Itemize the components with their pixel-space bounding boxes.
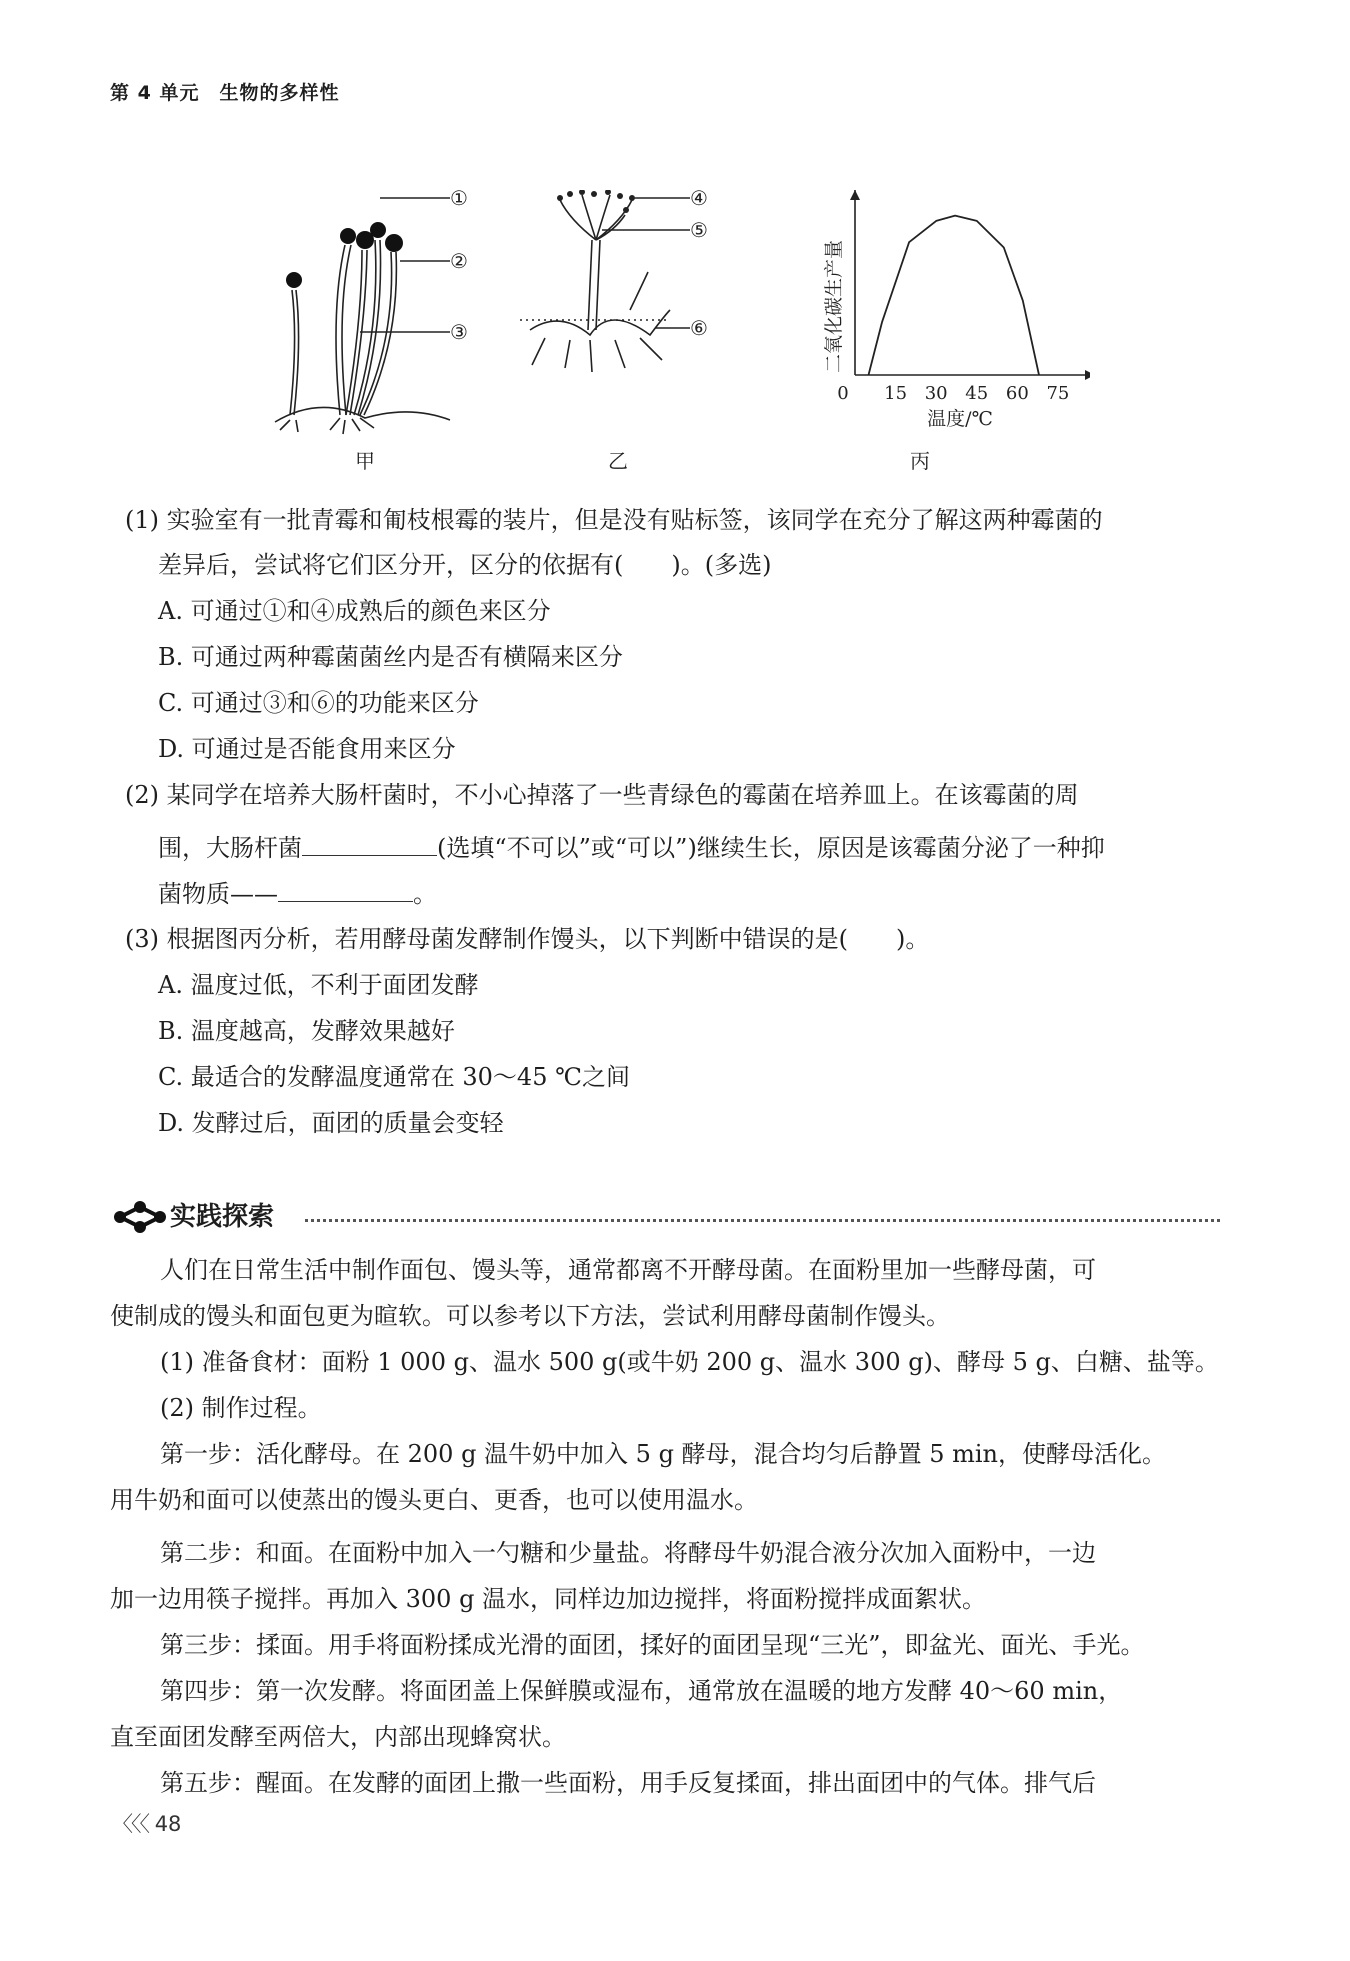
section-dotted-rule — [305, 1219, 1220, 1222]
step5-line1: 第五步：醒面。在发酵的面团上撒一些面粉，用手反复揉面，排出面团中的气体。排气后 — [160, 1769, 1096, 1797]
step1-line1: 第一步：活化酵母。在 200 g 温牛奶中加入 5 g 酵母，混合均匀后静置 5 min，使酵母活化。 — [160, 1440, 1166, 1468]
q3-option-c: C. 最适合的发酵温度通常在 30～45 ℃之间 — [158, 1063, 630, 1091]
y-axis-arrow — [850, 190, 860, 200]
x-tick-label: 0 — [837, 383, 849, 404]
marker-6: ⑥ — [690, 316, 708, 340]
step2-line2: 加一边用筷子搅拌。再加入 300 g 温水，同样边加边搅拌，将面粉搅拌成面絮状。 — [110, 1585, 987, 1613]
q1-option-c: C. 可通过③和⑥的功能来区分 — [158, 689, 479, 717]
q1-line1: (1) 实验室有一批青霉和匍枝根霉的装片，但是没有贴标签，该同学在充分了解这两种霉菌的 — [125, 506, 1103, 534]
marker-1: ① — [450, 190, 468, 210]
x-tick-label: 75 — [1046, 383, 1070, 404]
section-icon — [110, 1197, 170, 1237]
section-p1-line2: 使制成的馒头和面包更为暄软。可以参考以下方法，尝试利用酵母菌制作馒头。 — [110, 1302, 950, 1330]
penicillium-markers — [690, 190, 708, 340]
q1-option-b: B. 可通过两种霉菌菌丝内是否有横隔来区分 — [158, 643, 623, 671]
q2-blank-2[interactable] — [278, 873, 413, 902]
x-tick-label: 15 — [884, 383, 908, 404]
marker-3: ③ — [450, 320, 468, 344]
rhizopus-drawing — [275, 240, 450, 434]
step3-line: 第三步：揉面。用手将面粉揉成光滑的面团，揉好的面团呈现“三光”，即盆光、面光、手光。 — [160, 1631, 1145, 1659]
step4-line2: 直至面团发酵至两倍大，内部出现蜂窝状。 — [110, 1723, 566, 1751]
figure-panel — [270, 190, 1090, 480]
q1-option-a: A. 可通过①和④成熟后的颜色来区分 — [158, 597, 551, 625]
q2-line2 — [158, 827, 1105, 868]
penicillium-leaders — [602, 198, 690, 328]
x-axis-arrow — [1085, 370, 1090, 380]
q2-line3 — [158, 873, 437, 914]
penicillium-spores — [557, 190, 635, 213]
section-process-heading: (2) 制作过程。 — [160, 1394, 322, 1422]
caption-bing: 丙 — [910, 449, 930, 473]
section-title: 实践探索 — [170, 1202, 275, 1232]
q3-option-d: D. 发酵过后，面团的质量会变轻 — [158, 1109, 504, 1137]
page-number: 48 — [154, 1812, 182, 1836]
q1-option-d: D. 可通过是否能食用来区分 — [158, 735, 456, 763]
q2-line2-post: (选填“不可以”或“可以”)继续生长，原因是该霉菌分泌了一种抑 — [437, 834, 1105, 862]
y-axis-label: 二氧化碳生产量 — [823, 239, 845, 373]
q2-blank-1[interactable] — [302, 827, 437, 856]
q3-line1: (3) 根据图丙分析，若用酵母菌发酵制作馒头，以下判断中错误的是( )。 — [125, 925, 930, 953]
q3-option-b: B. 温度越高，发酵效果越好 — [158, 1017, 455, 1045]
q3-option-a: A. 温度过低，不利于面团发酵 — [158, 971, 479, 999]
x-tick-label: 60 — [1005, 383, 1029, 404]
chevron-left-icon: 〈〈〈 — [112, 1812, 148, 1836]
marker-5: ⑤ — [690, 218, 708, 242]
q2-line1: (2) 某同学在培养大肠杆菌时，不小心掉落了一些青绿色的霉菌在培养皿上。在该霉菌的周 — [125, 781, 1079, 809]
rhizopus-markers — [450, 190, 468, 344]
step4-line1: 第四步：第一次发酵。将面团盖上保鲜膜或湿布，通常放在温暖的地方发酵 40～60 min， — [160, 1677, 1123, 1705]
q2-line2-pre: 围，大肠杆菌 — [158, 834, 302, 862]
page-footer — [112, 1808, 181, 1838]
section-heading — [110, 1197, 1220, 1237]
q1-line2: 差异后，尝试将它们区分开，区分的依据有( )。(多选) — [158, 551, 772, 579]
x-tick-label: 45 — [965, 383, 989, 404]
penicillium-drawing — [520, 195, 670, 372]
section-p1-line1: 人们在日常生活中制作面包、馒头等，通常都离不开酵母菌。在面粉里加一些酵母菌，可 — [160, 1256, 1096, 1284]
marker-4: ④ — [690, 190, 708, 210]
x-axis-label: 温度/℃ — [927, 408, 993, 430]
figure-svg — [270, 190, 1090, 480]
unit-header: 第 4 单元 生物的多样性 — [110, 82, 340, 104]
caption-yi: 乙 — [608, 449, 628, 473]
q2-line3-post: 。 — [413, 880, 437, 908]
step2-line1: 第二步：和面。在面粉中加入一勺糖和少量盐。将酵母牛奶混合液分次加入面粉中，一边 — [160, 1539, 1096, 1567]
x-tick-label: 30 — [924, 383, 948, 404]
co2-temperature-chart — [823, 190, 1090, 430]
step1-line2: 用牛奶和面可以使蒸出的馒头更白、更香，也可以使用温水。 — [110, 1486, 758, 1514]
marker-2: ② — [450, 249, 468, 273]
q2-line3-pre: 菌物质—— — [158, 880, 278, 908]
caption-jia: 甲 — [355, 449, 375, 473]
section-materials: (1) 准备食材：面粉 1 000 g、温水 500 g(或牛奶 200 g、温水 300 g)、酵母 5 g、白糖、盐等。 — [160, 1348, 1219, 1376]
co2-curve — [869, 216, 1040, 375]
